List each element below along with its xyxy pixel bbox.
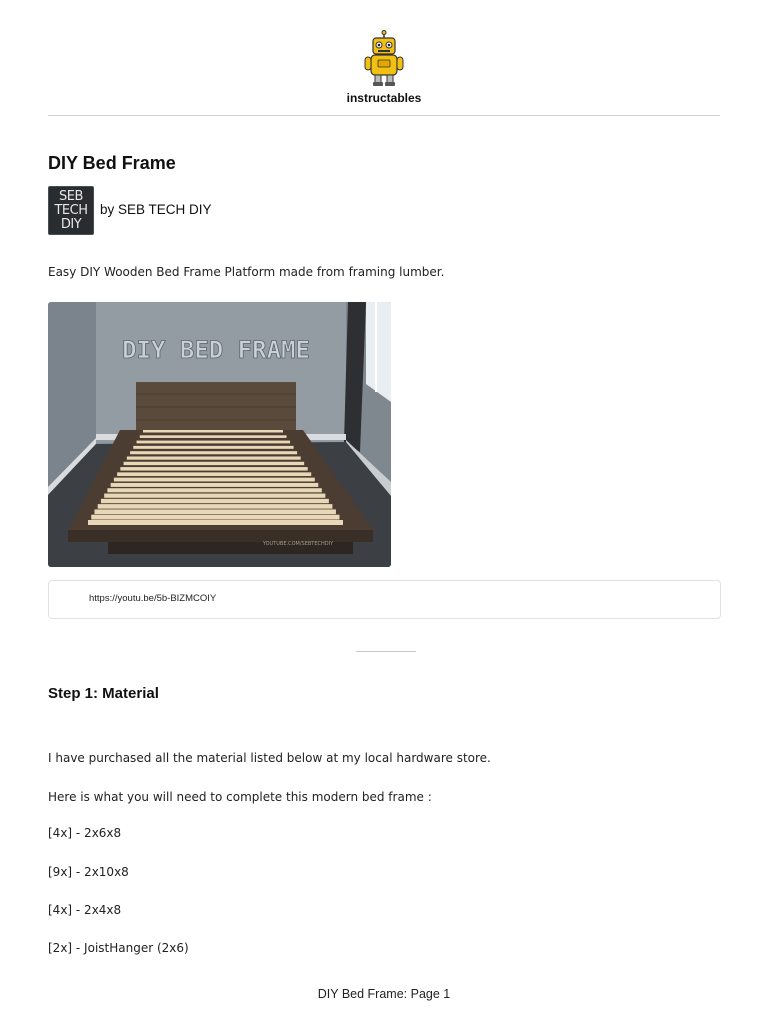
site-header bbox=[0, 30, 768, 105]
bed-slat bbox=[101, 499, 329, 503]
bed-slat bbox=[117, 472, 311, 476]
site-brand[interactable]: instructables bbox=[346, 91, 422, 105]
bed-slat bbox=[143, 430, 283, 433]
bed-slat bbox=[130, 451, 297, 454]
photo-watermark: YOUTUBE.COM/SEBTECHDIY bbox=[262, 541, 334, 547]
intro-text: Easy DIY Wooden Bed Frame Platform made from framing lumber. bbox=[48, 265, 445, 279]
photo-overlay-title: DIY BED FRAME bbox=[122, 336, 310, 364]
bed-slat bbox=[120, 467, 307, 471]
bed-slat bbox=[94, 509, 335, 514]
video-embed-box[interactable] bbox=[48, 580, 721, 619]
section-divider bbox=[356, 651, 416, 652]
page-footer: DIY Bed Frame: Page 1 bbox=[317, 987, 451, 1001]
bed-slat bbox=[91, 515, 339, 520]
bed-slat bbox=[133, 446, 293, 449]
bed-slat bbox=[137, 441, 291, 444]
bed-slat bbox=[104, 494, 325, 498]
bed-slat bbox=[111, 483, 319, 487]
bed-frame-photo bbox=[48, 302, 391, 567]
material-item: [4x] - 2x6x8 bbox=[48, 826, 122, 840]
video-link[interactable]: https://youtu.be/5b-BIZMCOIY bbox=[89, 593, 217, 604]
bed-slat bbox=[107, 488, 321, 492]
author-avatar[interactable] bbox=[48, 186, 94, 235]
author-row bbox=[48, 186, 212, 235]
bed-slat bbox=[114, 478, 315, 482]
step-paragraph: I have purchased all the material listed below at my local hardware store. bbox=[48, 751, 491, 765]
page-title: DIY Bed Frame bbox=[48, 153, 176, 173]
step-paragraph: Here is what you will need to complete this modern bed frame : bbox=[48, 790, 432, 804]
avatar-line: TECH bbox=[54, 202, 88, 218]
bed-slat bbox=[127, 456, 301, 459]
material-item: [2x] - JoistHanger (2x6) bbox=[48, 941, 189, 955]
avatar-line: DIY bbox=[60, 216, 82, 232]
step-title: Step 1: Material bbox=[48, 685, 159, 702]
header-divider bbox=[48, 115, 720, 116]
avatar-line: SEB bbox=[59, 188, 83, 204]
material-item: [9x] - 2x10x8 bbox=[48, 865, 129, 879]
bed-slat bbox=[140, 435, 287, 438]
material-item: [4x] - 2x4x8 bbox=[48, 903, 122, 917]
author-byline[interactable]: by SEB TECH DIY bbox=[100, 202, 212, 217]
bed-slat bbox=[88, 520, 343, 525]
bed-slat bbox=[124, 462, 305, 465]
bed-slat bbox=[98, 504, 333, 509]
robot-mascot-icon[interactable] bbox=[361, 30, 407, 88]
